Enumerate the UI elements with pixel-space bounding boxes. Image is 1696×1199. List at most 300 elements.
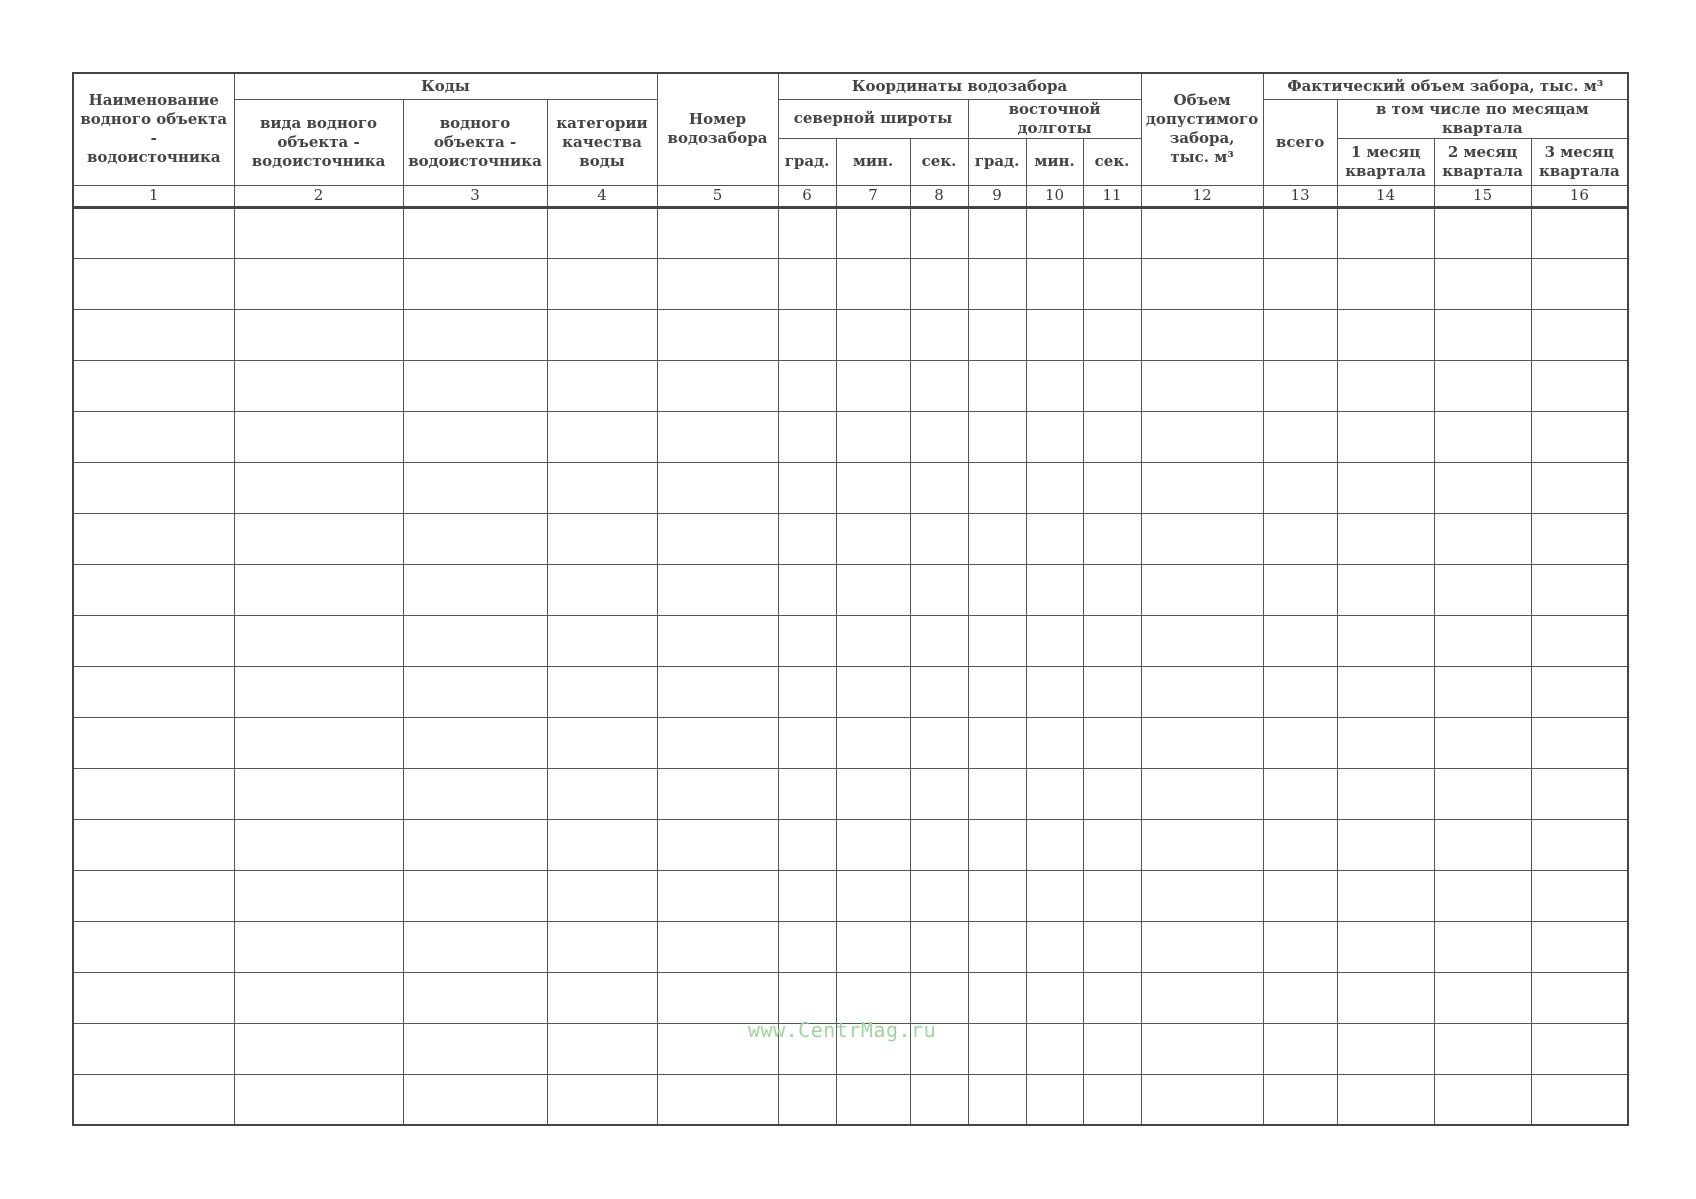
- table-cell[interactable]: [73, 972, 234, 1023]
- table-cell[interactable]: [968, 411, 1026, 462]
- table-cell[interactable]: [1337, 462, 1434, 513]
- table-cell[interactable]: [968, 921, 1026, 972]
- table-cell[interactable]: [403, 717, 547, 768]
- table-cell[interactable]: [1531, 666, 1628, 717]
- table-cell[interactable]: [1141, 513, 1263, 564]
- table-cell[interactable]: [1337, 564, 1434, 615]
- table-cell[interactable]: [910, 717, 968, 768]
- table-cell[interactable]: [547, 360, 657, 411]
- table-cell[interactable]: [1531, 717, 1628, 768]
- table-cell[interactable]: [1337, 258, 1434, 309]
- header-intake-number: Номер водозабора: [657, 73, 778, 185]
- table-cell[interactable]: [403, 972, 547, 1023]
- table-cell[interactable]: [1141, 666, 1263, 717]
- table-cell[interactable]: [968, 717, 1026, 768]
- table-cell[interactable]: [657, 207, 778, 258]
- table-cell[interactable]: [1026, 972, 1083, 1023]
- table-cell[interactable]: [1083, 666, 1141, 717]
- table-cell[interactable]: [968, 564, 1026, 615]
- table-cell[interactable]: [1434, 768, 1531, 819]
- table-cell[interactable]: [910, 513, 968, 564]
- table-cell[interactable]: [73, 411, 234, 462]
- table-cell[interactable]: [657, 564, 778, 615]
- table-cell[interactable]: [234, 1023, 403, 1074]
- table-cell[interactable]: [910, 360, 968, 411]
- table-cell[interactable]: [1026, 411, 1083, 462]
- table-cell[interactable]: [1026, 870, 1083, 921]
- table-cell[interactable]: [73, 258, 234, 309]
- table-cell[interactable]: [1083, 513, 1141, 564]
- table-cell[interactable]: [1083, 921, 1141, 972]
- table-cell[interactable]: [1337, 513, 1434, 564]
- table-cell[interactable]: [778, 360, 836, 411]
- table-cell[interactable]: [403, 1074, 547, 1125]
- table-cell[interactable]: [234, 921, 403, 972]
- table-cell[interactable]: [778, 309, 836, 360]
- table-cell[interactable]: [836, 564, 910, 615]
- table-cell[interactable]: [1337, 207, 1434, 258]
- table-cell[interactable]: [1026, 513, 1083, 564]
- table-cell[interactable]: [657, 309, 778, 360]
- table-cell[interactable]: [1026, 819, 1083, 870]
- table-cell[interactable]: [1434, 309, 1531, 360]
- table-cell[interactable]: [234, 411, 403, 462]
- table-cell[interactable]: [1026, 615, 1083, 666]
- header-row-2: [73, 99, 1628, 138]
- table-cell[interactable]: [1434, 615, 1531, 666]
- table-cell[interactable]: [1531, 972, 1628, 1023]
- table-cell[interactable]: [234, 615, 403, 666]
- table-cell[interactable]: [1531, 564, 1628, 615]
- table-cell[interactable]: [1263, 258, 1337, 309]
- table-cell[interactable]: [1434, 870, 1531, 921]
- table-cell[interactable]: [1263, 870, 1337, 921]
- table-cell[interactable]: [1026, 666, 1083, 717]
- table-cell[interactable]: [657, 666, 778, 717]
- table-cell[interactable]: [968, 1074, 1026, 1125]
- table-cell[interactable]: [547, 309, 657, 360]
- table-cell[interactable]: [778, 207, 836, 258]
- table-cell[interactable]: [657, 360, 778, 411]
- table-cell[interactable]: [657, 768, 778, 819]
- table-cell[interactable]: [778, 1074, 836, 1125]
- table-cell[interactable]: [73, 309, 234, 360]
- table-cell[interactable]: [234, 360, 403, 411]
- table-cell[interactable]: [968, 513, 1026, 564]
- header-east-longitude: восточной долготы: [968, 99, 1141, 138]
- table-cell[interactable]: [1531, 1023, 1628, 1074]
- table-cell[interactable]: [73, 462, 234, 513]
- table-cell[interactable]: [547, 411, 657, 462]
- table-cell[interactable]: [657, 819, 778, 870]
- table-cell[interactable]: [910, 972, 968, 1023]
- table-cell[interactable]: [1141, 870, 1263, 921]
- header-north-seconds: сек.: [910, 138, 968, 185]
- table-cell[interactable]: [1337, 972, 1434, 1023]
- table-cell[interactable]: [1083, 819, 1141, 870]
- table-cell[interactable]: [657, 972, 778, 1023]
- table-cell[interactable]: [547, 972, 657, 1023]
- table-cell[interactable]: [1141, 768, 1263, 819]
- table-cell[interactable]: [403, 768, 547, 819]
- table-cell[interactable]: [1337, 717, 1434, 768]
- table-cell[interactable]: [547, 819, 657, 870]
- table-cell[interactable]: [778, 258, 836, 309]
- table-cell[interactable]: [403, 411, 547, 462]
- table-cell[interactable]: [1434, 819, 1531, 870]
- table-cell[interactable]: [234, 972, 403, 1023]
- table-cell[interactable]: [547, 462, 657, 513]
- table-cell[interactable]: [910, 207, 968, 258]
- table-cell[interactable]: [73, 360, 234, 411]
- table-cell[interactable]: [910, 768, 968, 819]
- table-cell[interactable]: [778, 513, 836, 564]
- table-cell[interactable]: [1026, 921, 1083, 972]
- table-cell[interactable]: [1337, 768, 1434, 819]
- table-cell[interactable]: [657, 462, 778, 513]
- table-cell[interactable]: [657, 921, 778, 972]
- table-cell[interactable]: [778, 717, 836, 768]
- table-cell[interactable]: [1083, 207, 1141, 258]
- table-cell[interactable]: [657, 870, 778, 921]
- table-cell[interactable]: [1263, 1074, 1337, 1125]
- table-cell[interactable]: [968, 972, 1026, 1023]
- table-cell[interactable]: [1263, 360, 1337, 411]
- table-cell[interactable]: [1026, 768, 1083, 819]
- table-cell[interactable]: [1083, 258, 1141, 309]
- table-cell[interactable]: [1141, 360, 1263, 411]
- table-cell[interactable]: [836, 309, 910, 360]
- column-number: 3: [403, 185, 547, 207]
- table-cell[interactable]: [778, 870, 836, 921]
- table-cell[interactable]: [73, 768, 234, 819]
- table-cell[interactable]: [968, 207, 1026, 258]
- table-cell[interactable]: [403, 207, 547, 258]
- table-cell[interactable]: [1026, 258, 1083, 309]
- table-cell[interactable]: [1337, 360, 1434, 411]
- table-cell[interactable]: [657, 258, 778, 309]
- table-cell[interactable]: [234, 258, 403, 309]
- table-cell[interactable]: [73, 717, 234, 768]
- table-cell[interactable]: [234, 564, 403, 615]
- table-cell[interactable]: [657, 513, 778, 564]
- table-cell[interactable]: [403, 819, 547, 870]
- table-cell[interactable]: [234, 819, 403, 870]
- table-row: [73, 921, 1628, 972]
- table-cell[interactable]: [836, 1074, 910, 1125]
- table-cell[interactable]: [403, 870, 547, 921]
- table-cell[interactable]: [1263, 921, 1337, 972]
- table-cell[interactable]: [778, 564, 836, 615]
- table-cell[interactable]: [73, 513, 234, 564]
- table-cell[interactable]: [1026, 1023, 1083, 1074]
- table-cell[interactable]: [778, 972, 836, 1023]
- table-cell[interactable]: [547, 921, 657, 972]
- table-cell[interactable]: [910, 870, 968, 921]
- table-cell[interactable]: [910, 258, 968, 309]
- table-cell[interactable]: [1434, 972, 1531, 1023]
- table-cell[interactable]: [1337, 411, 1434, 462]
- table-cell[interactable]: [1141, 1074, 1263, 1125]
- table-cell[interactable]: [968, 1023, 1026, 1074]
- table-cell[interactable]: [1141, 615, 1263, 666]
- table-cell[interactable]: [73, 666, 234, 717]
- table-row: [73, 870, 1628, 921]
- table-cell[interactable]: [73, 870, 234, 921]
- table-cell[interactable]: [836, 972, 910, 1023]
- table-cell[interactable]: [1083, 1074, 1141, 1125]
- table-cell[interactable]: [73, 921, 234, 972]
- table-cell[interactable]: [778, 411, 836, 462]
- table-cell[interactable]: [1337, 666, 1434, 717]
- table-cell[interactable]: [73, 1074, 234, 1125]
- table-cell[interactable]: [910, 462, 968, 513]
- table-cell[interactable]: [234, 462, 403, 513]
- table-cell[interactable]: [836, 870, 910, 921]
- table-cell[interactable]: [1434, 258, 1531, 309]
- table-cell[interactable]: [1531, 870, 1628, 921]
- table-cell[interactable]: [1531, 513, 1628, 564]
- table-cell[interactable]: [836, 360, 910, 411]
- table-cell[interactable]: [1337, 1074, 1434, 1125]
- table-cell[interactable]: [1531, 309, 1628, 360]
- table-cell[interactable]: [778, 615, 836, 666]
- table-cell[interactable]: [1141, 717, 1263, 768]
- table-cell[interactable]: [547, 768, 657, 819]
- table-cell[interactable]: [1434, 666, 1531, 717]
- table-cell[interactable]: [234, 666, 403, 717]
- table-cell[interactable]: [1434, 360, 1531, 411]
- table-cell[interactable]: [968, 666, 1026, 717]
- header-code-water-quality: категории качества воды: [547, 99, 657, 185]
- table-cell[interactable]: [73, 819, 234, 870]
- column-number: 9: [968, 185, 1026, 207]
- table-cell[interactable]: [1141, 819, 1263, 870]
- table-cell[interactable]: [1531, 615, 1628, 666]
- table-cell[interactable]: [1141, 1023, 1263, 1074]
- table-cell[interactable]: [234, 309, 403, 360]
- table-cell[interactable]: [1263, 972, 1337, 1023]
- table-cell[interactable]: [657, 717, 778, 768]
- table-cell[interactable]: [1026, 360, 1083, 411]
- table-cell[interactable]: [657, 1074, 778, 1125]
- table-cell[interactable]: [1263, 768, 1337, 819]
- table-cell[interactable]: [403, 513, 547, 564]
- table-cell[interactable]: [1263, 666, 1337, 717]
- table-cell[interactable]: [1026, 1074, 1083, 1125]
- table-cell[interactable]: [968, 615, 1026, 666]
- table-cell[interactable]: [1263, 207, 1337, 258]
- table-cell[interactable]: [73, 207, 234, 258]
- table-cell[interactable]: [1263, 564, 1337, 615]
- table-cell[interactable]: [836, 411, 910, 462]
- table-cell[interactable]: [836, 615, 910, 666]
- table-cell[interactable]: [1337, 309, 1434, 360]
- table-cell[interactable]: [547, 666, 657, 717]
- table-cell[interactable]: [403, 462, 547, 513]
- table-cell[interactable]: [1337, 819, 1434, 870]
- table-cell[interactable]: [836, 666, 910, 717]
- table-cell[interactable]: [836, 258, 910, 309]
- table-cell[interactable]: [968, 360, 1026, 411]
- table-cell[interactable]: [1083, 360, 1141, 411]
- table-cell[interactable]: [234, 717, 403, 768]
- table-cell[interactable]: [547, 870, 657, 921]
- table-cell[interactable]: [836, 207, 910, 258]
- table-cell[interactable]: [1531, 819, 1628, 870]
- table-cell[interactable]: [1263, 717, 1337, 768]
- table-cell[interactable]: [1434, 411, 1531, 462]
- table-cell[interactable]: [657, 411, 778, 462]
- table-cell[interactable]: [910, 819, 968, 870]
- table-cell[interactable]: [910, 411, 968, 462]
- table-cell[interactable]: [778, 462, 836, 513]
- table-cell[interactable]: [1434, 1074, 1531, 1125]
- table-cell[interactable]: [547, 1074, 657, 1125]
- table-cell[interactable]: [1263, 309, 1337, 360]
- table-cell[interactable]: [1141, 921, 1263, 972]
- table-cell[interactable]: [778, 921, 836, 972]
- header-month-1: 1 месяц квартала: [1337, 138, 1434, 185]
- table-cell[interactable]: [1083, 768, 1141, 819]
- table-cell[interactable]: [1263, 462, 1337, 513]
- table-cell[interactable]: [968, 462, 1026, 513]
- table-cell[interactable]: [778, 666, 836, 717]
- table-cell[interactable]: [1337, 870, 1434, 921]
- table-cell[interactable]: [1083, 972, 1141, 1023]
- table-cell[interactable]: [968, 768, 1026, 819]
- table-cell[interactable]: [403, 1023, 547, 1074]
- table-cell[interactable]: [1083, 615, 1141, 666]
- table-cell[interactable]: [910, 309, 968, 360]
- table-cell[interactable]: [403, 615, 547, 666]
- table-cell[interactable]: [403, 666, 547, 717]
- table-cell[interactable]: [1141, 411, 1263, 462]
- table-cell[interactable]: [910, 921, 968, 972]
- table-cell[interactable]: [73, 1023, 234, 1074]
- table-cell[interactable]: [1141, 258, 1263, 309]
- table-cell[interactable]: [910, 1074, 968, 1125]
- table-cell[interactable]: [1263, 1023, 1337, 1074]
- table-cell[interactable]: [403, 360, 547, 411]
- table-cell[interactable]: [778, 819, 836, 870]
- table-cell[interactable]: [1337, 921, 1434, 972]
- table-cell[interactable]: [403, 309, 547, 360]
- table-cell[interactable]: [968, 819, 1026, 870]
- header-water-body-name: Наименование водного объекта - водоисточника: [73, 73, 234, 185]
- table-cell[interactable]: [234, 870, 403, 921]
- table-cell[interactable]: [1531, 921, 1628, 972]
- table-cell[interactable]: [968, 870, 1026, 921]
- table-cell[interactable]: [1083, 411, 1141, 462]
- table-cell[interactable]: [547, 615, 657, 666]
- table-cell[interactable]: [1531, 258, 1628, 309]
- table-cell[interactable]: [836, 462, 910, 513]
- table-cell[interactable]: [234, 513, 403, 564]
- table-cell[interactable]: [403, 564, 547, 615]
- table-cell[interactable]: [1083, 717, 1141, 768]
- table-row: [73, 513, 1628, 564]
- table-cell[interactable]: [547, 258, 657, 309]
- table-cell[interactable]: [1141, 207, 1263, 258]
- table-cell[interactable]: [1263, 411, 1337, 462]
- table-cell[interactable]: [1434, 1023, 1531, 1074]
- table-cell[interactable]: [234, 207, 403, 258]
- table-cell[interactable]: [234, 768, 403, 819]
- table-cell[interactable]: [1083, 564, 1141, 615]
- table-cell[interactable]: [1083, 309, 1141, 360]
- table-cell[interactable]: [1531, 360, 1628, 411]
- table-cell[interactable]: [547, 717, 657, 768]
- table-cell[interactable]: [968, 309, 1026, 360]
- table-cell[interactable]: [547, 513, 657, 564]
- table-cell[interactable]: [1263, 615, 1337, 666]
- table-cell[interactable]: [1531, 411, 1628, 462]
- table-cell[interactable]: [1434, 513, 1531, 564]
- table-cell[interactable]: [1531, 768, 1628, 819]
- table-cell[interactable]: [547, 1023, 657, 1074]
- table-cell[interactable]: [1026, 207, 1083, 258]
- table-cell[interactable]: [547, 564, 657, 615]
- table-cell[interactable]: [73, 564, 234, 615]
- table-cell[interactable]: [836, 513, 910, 564]
- table-cell[interactable]: [1531, 1074, 1628, 1125]
- header-month-2: 2 месяц квартала: [1434, 138, 1531, 185]
- table-cell[interactable]: [1141, 972, 1263, 1023]
- table-cell[interactable]: [1141, 309, 1263, 360]
- table-cell[interactable]: [1434, 462, 1531, 513]
- table-cell[interactable]: [1263, 819, 1337, 870]
- table-cell[interactable]: [1531, 207, 1628, 258]
- table-cell[interactable]: [836, 819, 910, 870]
- table-cell[interactable]: [73, 615, 234, 666]
- table-cell[interactable]: [1026, 462, 1083, 513]
- table-cell[interactable]: [968, 258, 1026, 309]
- table-cell[interactable]: [910, 615, 968, 666]
- table-cell[interactable]: [1083, 1023, 1141, 1074]
- table-cell[interactable]: [403, 921, 547, 972]
- table-cell[interactable]: [1026, 564, 1083, 615]
- table-cell[interactable]: [1141, 462, 1263, 513]
- table-cell[interactable]: [1026, 717, 1083, 768]
- table-cell[interactable]: [836, 768, 910, 819]
- table-cell[interactable]: [1263, 513, 1337, 564]
- table-cell[interactable]: [836, 921, 910, 972]
- table-cell[interactable]: [403, 258, 547, 309]
- table-cell[interactable]: [1337, 615, 1434, 666]
- table-cell[interactable]: [1083, 462, 1141, 513]
- column-number: 5: [657, 185, 778, 207]
- table-cell[interactable]: [1434, 564, 1531, 615]
- table-cell[interactable]: [1337, 1023, 1434, 1074]
- table-cell[interactable]: [910, 666, 968, 717]
- table-cell[interactable]: [910, 564, 968, 615]
- table-cell[interactable]: [234, 1074, 403, 1125]
- table-cell[interactable]: [1434, 207, 1531, 258]
- table-cell[interactable]: [1434, 921, 1531, 972]
- table-cell[interactable]: [836, 717, 910, 768]
- table-cell[interactable]: [1026, 309, 1083, 360]
- table-cell[interactable]: [657, 615, 778, 666]
- table-row: [73, 258, 1628, 309]
- table-cell[interactable]: [1083, 870, 1141, 921]
- table-cell[interactable]: [1141, 564, 1263, 615]
- table-cell[interactable]: [1531, 462, 1628, 513]
- table-cell[interactable]: [1434, 717, 1531, 768]
- table-cell[interactable]: [778, 768, 836, 819]
- column-number: 15: [1434, 185, 1531, 207]
- table-cell[interactable]: [547, 207, 657, 258]
